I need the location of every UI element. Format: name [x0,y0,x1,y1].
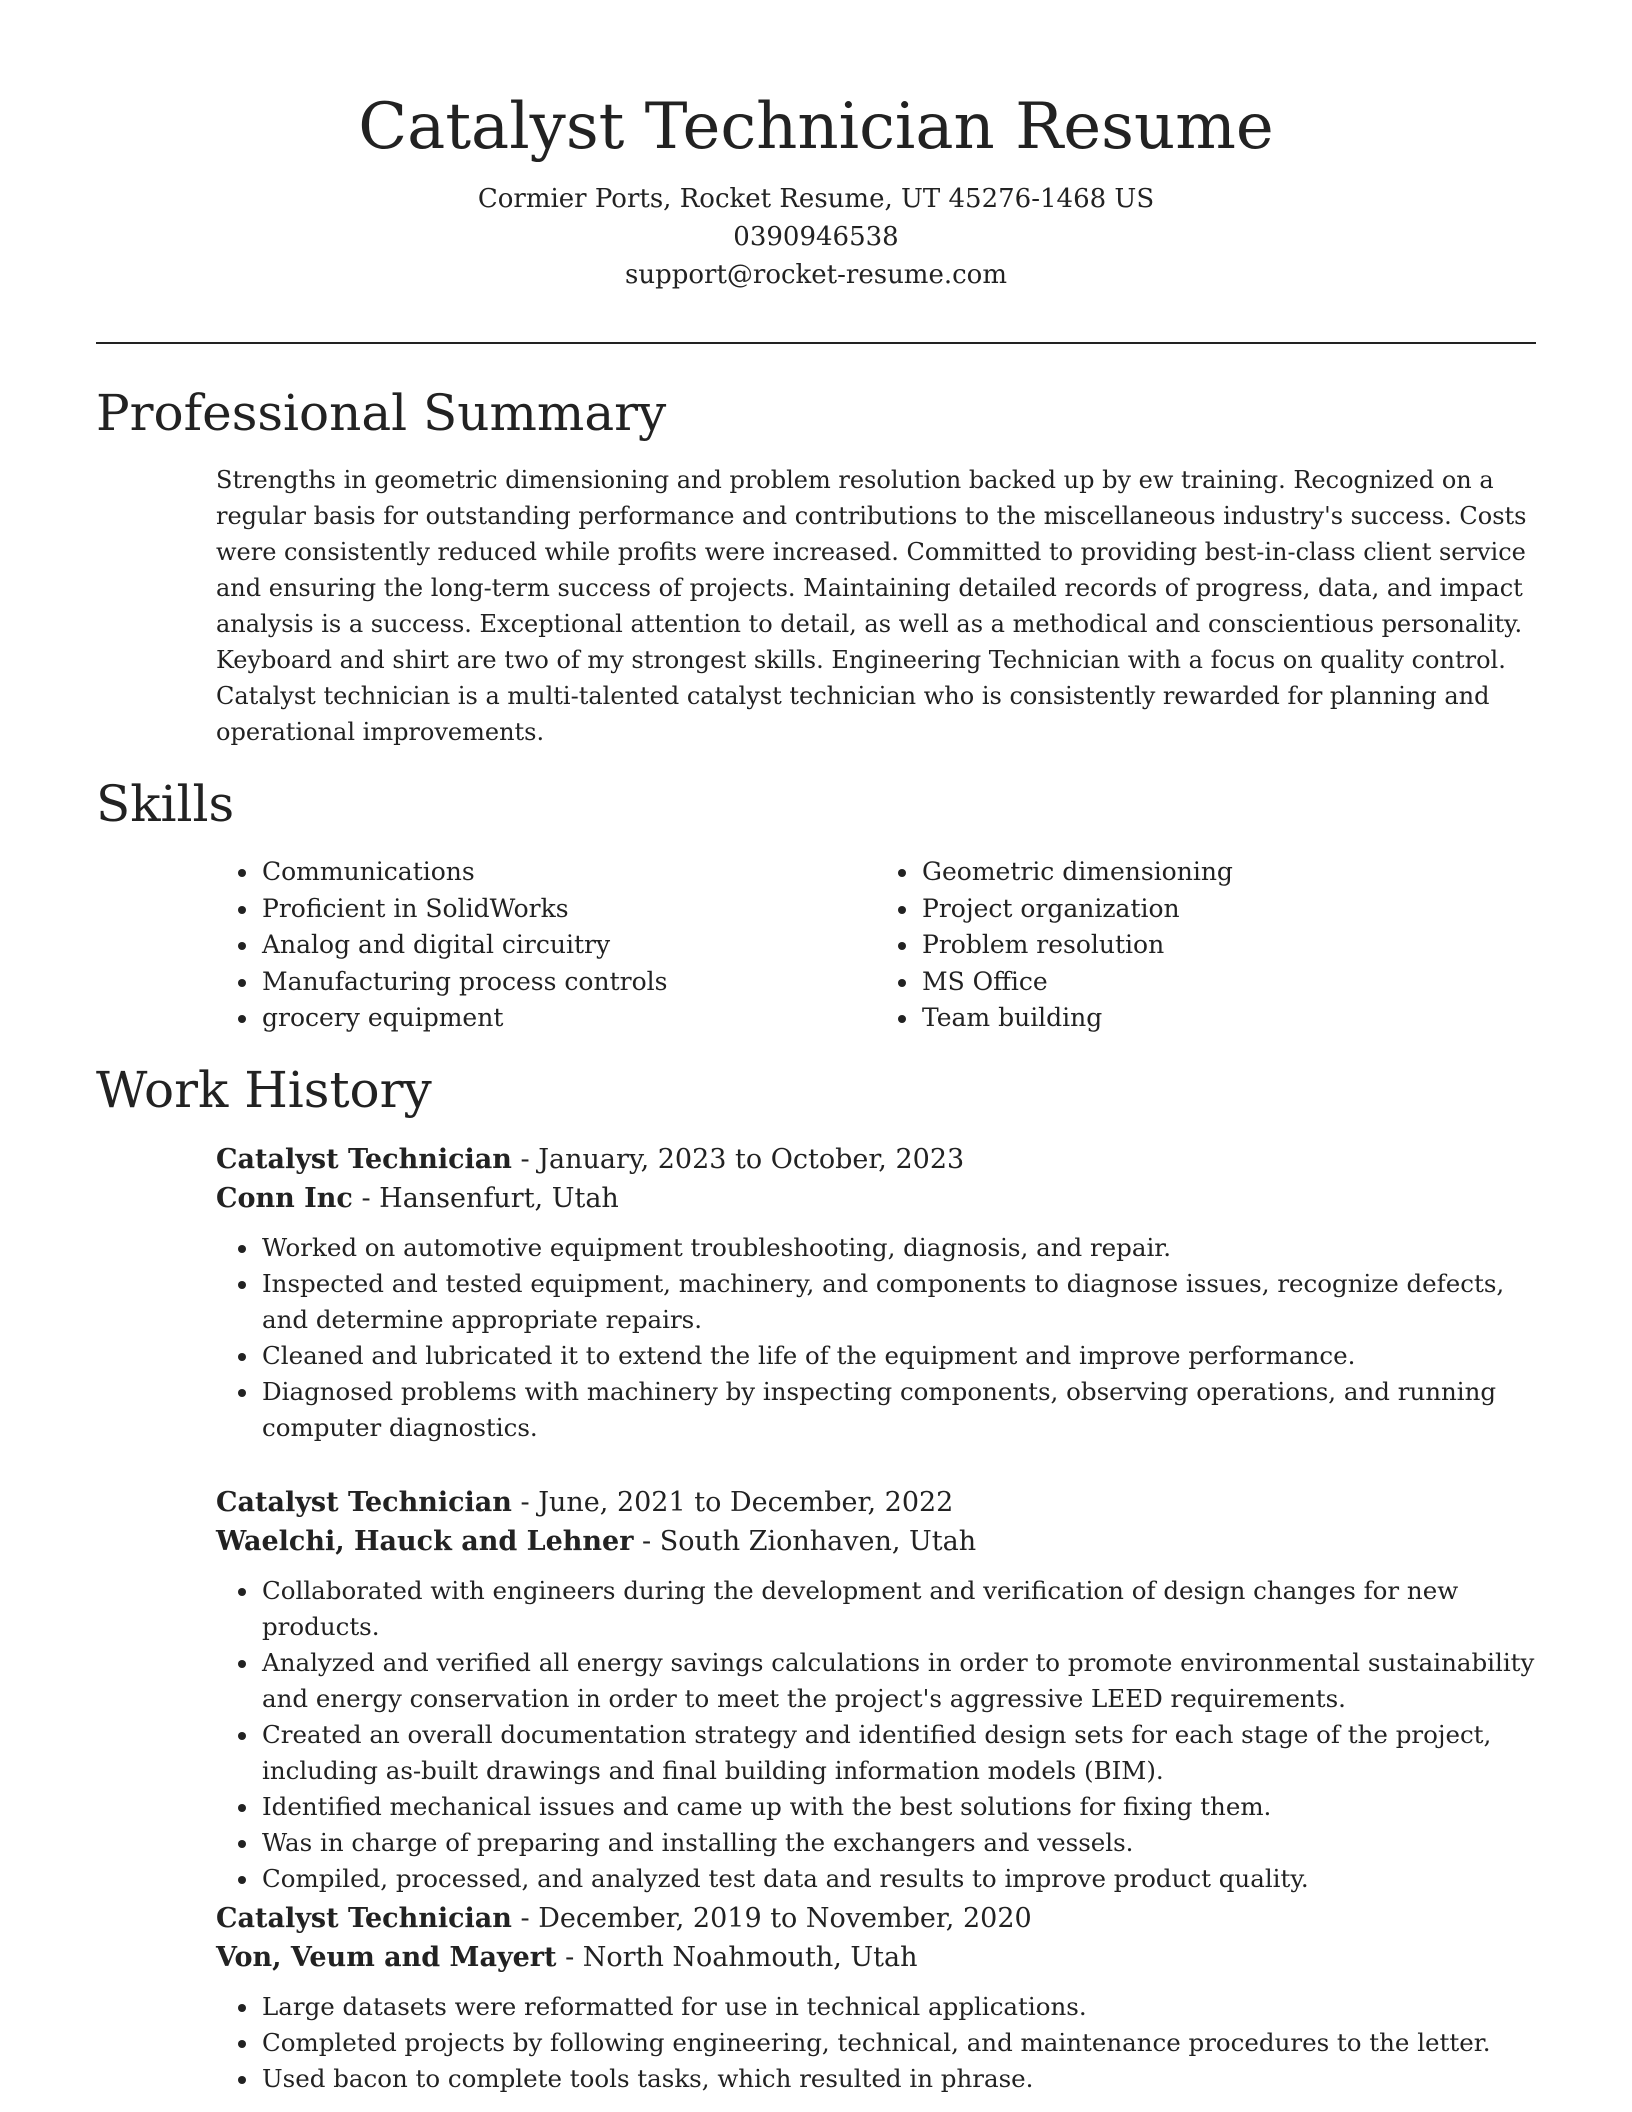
skill-item: • Problem resolution [920,927,1536,964]
company-location: - North Noahmouth, Utah [556,1942,918,1973]
list-item: • Worked on automotive equipment troubleshooting, diagnosis, and repair. [260,1230,1536,1266]
list-item: • Used bacon to complete tools tasks, which resulted in phrase. [260,2061,1536,2097]
job-bullets [216,1989,1536,2097]
job-dates: - June, 2021 to December, 2022 [511,1487,954,1518]
skills-column-left [216,854,876,1037]
skills-list [216,854,1536,1037]
skill-item: • Geometric dimensioning [920,854,1536,891]
job-bullets [216,1573,1536,1897]
list-item: • Compiled, processed, and analyzed test data and results to improve product quality. [260,1861,1536,1897]
company-line [216,1939,1536,1977]
skill-item: • MS Office [920,964,1536,1001]
list-item: • Analyzed and verified all energy savings calculations in order to promote environmental sustainability and energy conservation in order to meet the project's aggressive LEED requirements. [260,1645,1536,1717]
skills-heading: Skills [96,775,235,833]
list-item: • Collaborated with engineers during the development and verification of design changes for new products. [260,1573,1536,1645]
company-line [216,1523,1536,1561]
job-dates: - January, 2023 to October, 2023 [511,1144,965,1175]
job-title: Catalyst Technician [216,1903,512,1934]
skill-item: • Project organization [920,891,1536,928]
list-item: • Cleaned and lubricated it to extend the life of the equipment and improve performance. [260,1338,1536,1374]
resume-title: Catalyst Technician Resume [358,90,1274,164]
address: Cormier Ports, Rocket Resume, UT 45276-1468 US [477,184,1155,214]
company-location: - South Zionhaven, Utah [633,1526,977,1557]
skill-item: • Analog and digital circuitry [260,927,876,964]
job-title-line [216,1483,1536,1523]
list-item: • Large datasets were reformatted for use in technical applications. [260,1989,1536,2025]
list-item: • Diagnosed problems with machinery by inspecting components, observing operations, and running computer diagnostics. [260,1374,1536,1446]
list-item: • Created an overall documentation strategy and identified design sets for each stage of the project, including as-built drawings and final building information models (BIM). [260,1717,1536,1789]
list-item: • Inspected and tested equipment, machinery, and components to diagnose issues, recognize defects, and determine appropriate repairs. [260,1266,1536,1338]
job-bullets [216,1230,1536,1446]
summary-text: Strengths in geometric dimensioning and problem resolution backed up by ew training. Recognized on a regular basis for outstanding performance and contributions to the miscellaneous industry's success. Costs were consistently reduced while profits were increased. Committed to providing best-in-class client service and ensuring the long-term success of projects. Maintaining detailed records of progress, data, and impact analysis is a success. Exceptional attention to detail, as well as a methodical and conscientious personality. Keyboard and shirt are two of my strongest skills. Engineering Technician with a focus on quality control. Catalyst technician is a multi-talented catalyst technician who is consistently rewarded for planning and operational improvements. [216,466,1527,746]
company-line [216,1180,1536,1218]
skill-item: • Team building [920,1000,1536,1037]
skills-column-right [876,854,1536,1037]
company-location: - Hansenfurt, Utah [352,1183,619,1214]
skill-item: • Proficient in SolidWorks [260,891,876,928]
work-heading: Work History [96,1061,432,1119]
job-title: Catalyst Technician [216,1144,512,1175]
company-name: Von, Veum and Mayert [216,1942,557,1973]
job-entry [216,1140,1536,1446]
phone: 0390946538 [733,222,899,252]
resume-header [96,84,1536,294]
contact-block [96,180,1536,294]
summary-heading: Professional Summary [96,384,667,442]
skill-item: • Manufacturing process controls [260,964,876,1001]
company-name: Conn Inc [216,1183,353,1214]
job-entry [216,1483,1536,1897]
email[interactable]: support@rocket-resume.com [624,260,1007,290]
skill-item: • Communications [260,854,876,891]
job-title-line [216,1899,1536,1939]
job-dates: - December, 2019 to November, 2020 [511,1903,1032,1934]
list-item: • Identified mechanical issues and came up with the best solutions for fixing them. [260,1789,1536,1825]
skill-item: • grocery equipment [260,1000,876,1037]
job-title-line [216,1140,1536,1180]
job-title: Catalyst Technician [216,1487,512,1518]
header-divider [96,342,1536,344]
company-name: Waelchi, Hauck and Lehner [216,1526,634,1557]
job-entry [216,1899,1536,2097]
list-item: • Was in charge of preparing and installing the exchangers and vessels. [260,1825,1536,1861]
list-item: • Completed projects by following engineering, technical, and maintenance procedures to the letter. [260,2025,1536,2061]
